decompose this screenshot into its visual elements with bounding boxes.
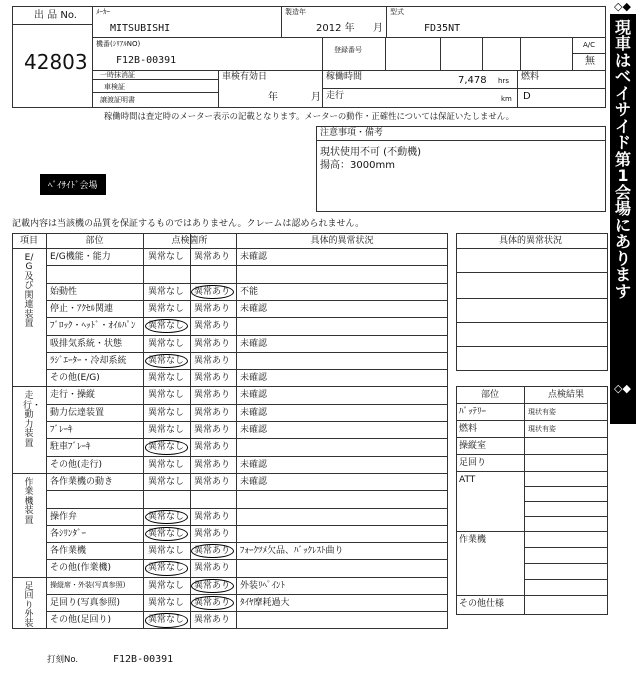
maker-label: ﾒｰｶｰ xyxy=(96,8,110,16)
fuel-value: D xyxy=(523,91,531,102)
circle-mark xyxy=(145,527,188,541)
year-month-unit: 月 xyxy=(373,23,383,34)
circle-mark xyxy=(145,613,188,627)
result-part: 燃料 xyxy=(459,424,478,434)
side-mark-top: ◇◆ xyxy=(614,0,631,13)
header-part: 部位 xyxy=(85,236,104,246)
detail-text: 未確認 xyxy=(240,425,268,435)
result-part: 作業機 xyxy=(459,535,487,545)
status-normal: 異常なし xyxy=(148,442,185,453)
status-normal: 異常なし xyxy=(148,615,185,626)
status-abnormal: 異常あり xyxy=(194,303,231,314)
status-abnormal: 異常あり xyxy=(194,580,231,591)
status-abnormal: 異常あり xyxy=(194,355,231,366)
section-label: 足回り外装 xyxy=(24,581,34,630)
status-abnormal: 異常あり xyxy=(194,373,231,384)
serial-label: 機番(ｼﾘｱﾙNO) xyxy=(96,40,141,48)
engraved-value: F12B-00391 xyxy=(113,654,174,665)
registration-label: 登録番号 xyxy=(334,46,362,54)
result-header-part: 部位 xyxy=(480,390,499,400)
part-label: ﾗｼﾞｴｰﾀｰ・冷却系統 xyxy=(50,355,127,366)
part-label: 各作業機の動き xyxy=(50,476,114,487)
header-detail: 具体的異常状況 xyxy=(310,236,374,246)
detail-text: ﾌｫｰｸﾂﾒ欠品、ﾊﾞｯｸﾚｽﾄ曲り xyxy=(240,546,344,557)
part-label: 操作弁 xyxy=(50,511,78,522)
hours-label: 稼働時間 xyxy=(326,72,363,82)
part-label: ﾌﾞﾚｰｷ xyxy=(50,425,73,435)
part-label: 足回り(写真参照) xyxy=(50,598,121,608)
result-value: 現状有姿 xyxy=(528,408,556,416)
status-normal: 異常なし xyxy=(148,286,185,297)
status-abnormal: 異常あり xyxy=(194,459,231,470)
year-value: 2012 年 xyxy=(316,23,355,34)
status-abnormal: 異常あり xyxy=(194,338,231,349)
part-label: E/G機能・能力 xyxy=(50,252,111,262)
result-header-result: 点検結果 xyxy=(547,390,584,400)
part-label: その他(足回り) xyxy=(50,615,112,626)
maker-value: MITSUBISHI xyxy=(110,23,171,34)
detail-text: 未確認 xyxy=(240,252,268,262)
detail-text: ﾀｲﾔ摩耗過大 xyxy=(240,598,290,608)
detail-text: 未確認 xyxy=(240,407,268,418)
transfer-cert-label: 譲渡証明書 xyxy=(100,96,135,104)
result-part: その他仕様 xyxy=(459,599,505,609)
status-normal: 異常なし xyxy=(148,338,185,349)
status-normal: 異常なし xyxy=(148,546,185,557)
notes-line-1: 現状使用不可 (不動機) xyxy=(320,147,421,158)
expiry-label: 車検有効日 xyxy=(222,72,268,82)
status-normal: 異常なし xyxy=(148,511,185,522)
status-abnormal: 異常あり xyxy=(194,598,231,608)
status-normal: 異常なし xyxy=(148,459,185,470)
status-normal: 異常なし xyxy=(148,321,185,332)
status-normal: 異常なし xyxy=(148,425,185,435)
status-abnormal: 異常あり xyxy=(194,407,231,418)
part-label: 各作業機 xyxy=(50,546,87,557)
lot-label: 出 品 No. xyxy=(34,10,77,21)
status-normal: 異常なし xyxy=(148,598,185,608)
status-normal: 異常なし xyxy=(148,563,185,574)
hours-value: 7,478 xyxy=(458,75,487,86)
notes-line-2: 揚高：3000mm xyxy=(320,160,395,171)
status-normal: 異常なし xyxy=(148,303,185,314)
status-abnormal: 異常あり xyxy=(194,252,231,262)
hours-note: 稼働時間は査定時のメーター表示の記載となります。メーターの動作・正確性については保証いたしません。 xyxy=(104,111,515,121)
side-banner: 現車はベイサイド第1会場にあります xyxy=(610,14,636,424)
circle-mark xyxy=(145,440,188,454)
detail-text: 未確認 xyxy=(240,390,268,401)
detail-text: 未確認 xyxy=(240,338,268,349)
part-label: 走行・操縦 xyxy=(50,390,96,401)
notes-label: 注意事項・備考 xyxy=(320,128,384,138)
engraved-label: 打刻No. xyxy=(47,655,79,665)
detail-text: 未確認 xyxy=(240,373,268,384)
side-mark-bottom: ◇◆ xyxy=(611,382,634,395)
status-normal: 異常なし xyxy=(148,355,185,366)
ac-label: A/C xyxy=(583,41,596,49)
part-label: 駐車ﾌﾞﾚｰｷ xyxy=(50,442,91,453)
ac-value: 無 xyxy=(585,56,595,67)
part-label: 始動性 xyxy=(50,286,78,297)
status-normal: 異常なし xyxy=(148,407,185,418)
hours-unit: hrs xyxy=(498,77,509,85)
circle-mark xyxy=(145,561,188,575)
status-abnormal: 異常あり xyxy=(194,528,231,539)
header-item: 項目 xyxy=(19,236,38,246)
status-abnormal: 異常あり xyxy=(194,390,231,401)
header-check: 点検箇所 xyxy=(171,236,208,246)
part-label: ﾌﾞﾛｯｸ・ﾍｯﾄﾞ・ｵｲﾙﾊﾟﾝ xyxy=(50,321,136,332)
status-abnormal: 異常あり xyxy=(194,286,231,297)
inspection-cert-label: 車検証 xyxy=(104,83,125,91)
section-label: 走行・動力装置 xyxy=(23,391,42,449)
serial-value: F12B-00391 xyxy=(116,55,177,66)
part-label: 各ｼﾘﾝﾀﾞｰ xyxy=(50,528,87,539)
status-abnormal: 異常あり xyxy=(194,321,231,332)
model-label: 型式 xyxy=(390,8,404,16)
year-label: 製造年 xyxy=(285,8,306,16)
travel-unit: km xyxy=(501,95,512,103)
circle-mark xyxy=(145,510,188,524)
venue-tag: ﾍﾞｲｻｲﾄﾞ会場 xyxy=(40,174,106,195)
status-normal: 異常なし xyxy=(148,580,185,591)
status-normal: 異常なし xyxy=(148,373,185,384)
part-label: 動力伝達装置 xyxy=(50,407,105,418)
part-label: 停止・ｱｸｾﾙ関連 xyxy=(50,303,114,314)
detail-text: 未確認 xyxy=(240,476,268,487)
part-label: その他(作業機) xyxy=(50,563,112,574)
detail-text: 不能 xyxy=(240,286,259,297)
status-abnormal: 異常あり xyxy=(194,563,231,574)
temp-plate-label: 一時抹消証 xyxy=(100,71,135,79)
result-part: ATT xyxy=(459,475,476,485)
status-abnormal: 異常あり xyxy=(194,442,231,453)
detail-text: 外装ﾘﾍﾟｲﾝﾄ xyxy=(240,580,286,591)
disclaimer: 記載内容は当該機の品質を保証するものではありません。クレームは認められません。 xyxy=(12,219,365,229)
status-normal: 異常なし xyxy=(148,528,185,539)
part-label: その他(E/G) xyxy=(50,373,100,384)
section-label: 作業機装置 xyxy=(24,477,34,526)
status-normal: 異常なし xyxy=(148,390,185,401)
status-abnormal: 異常あり xyxy=(194,476,231,487)
status-abnormal: 異常あり xyxy=(194,511,231,522)
result-part: 操縦室 xyxy=(459,441,487,451)
status-abnormal: 異常あり xyxy=(194,425,231,435)
right-detail-label: 具体的異常状況 xyxy=(499,236,563,246)
right-detail-box xyxy=(456,233,608,371)
model-value: FD35NT xyxy=(424,23,461,34)
circle-mark xyxy=(145,354,188,368)
fuel-label: 燃料 xyxy=(521,72,540,82)
status-abnormal: 異常あり xyxy=(194,546,231,557)
result-part: 足回り xyxy=(459,458,487,468)
circle-mark xyxy=(191,285,234,299)
part-label: 操縦席・外装(写真参照) xyxy=(50,580,126,589)
detail-text: 未確認 xyxy=(240,303,268,314)
status-normal: 異常なし xyxy=(148,476,185,487)
part-label: 吸排気系統・状態 xyxy=(50,338,123,349)
result-value: 現状有姿 xyxy=(528,425,556,433)
section-label: E/G及び関連装置 xyxy=(24,253,34,330)
part-label: その他(走行) xyxy=(50,459,103,470)
result-part: ﾊﾞｯﾃﾘｰ xyxy=(459,407,487,417)
status-abnormal: 異常あり xyxy=(194,615,231,626)
expiry-month-unit: 月 xyxy=(311,92,321,103)
lot-number: 42803 xyxy=(24,50,88,74)
circle-mark xyxy=(191,579,234,593)
expiry-year-unit: 年 xyxy=(268,92,278,103)
travel-label: 走行 xyxy=(326,91,345,101)
detail-text: 未確認 xyxy=(240,459,268,470)
status-normal: 異常なし xyxy=(148,252,185,262)
